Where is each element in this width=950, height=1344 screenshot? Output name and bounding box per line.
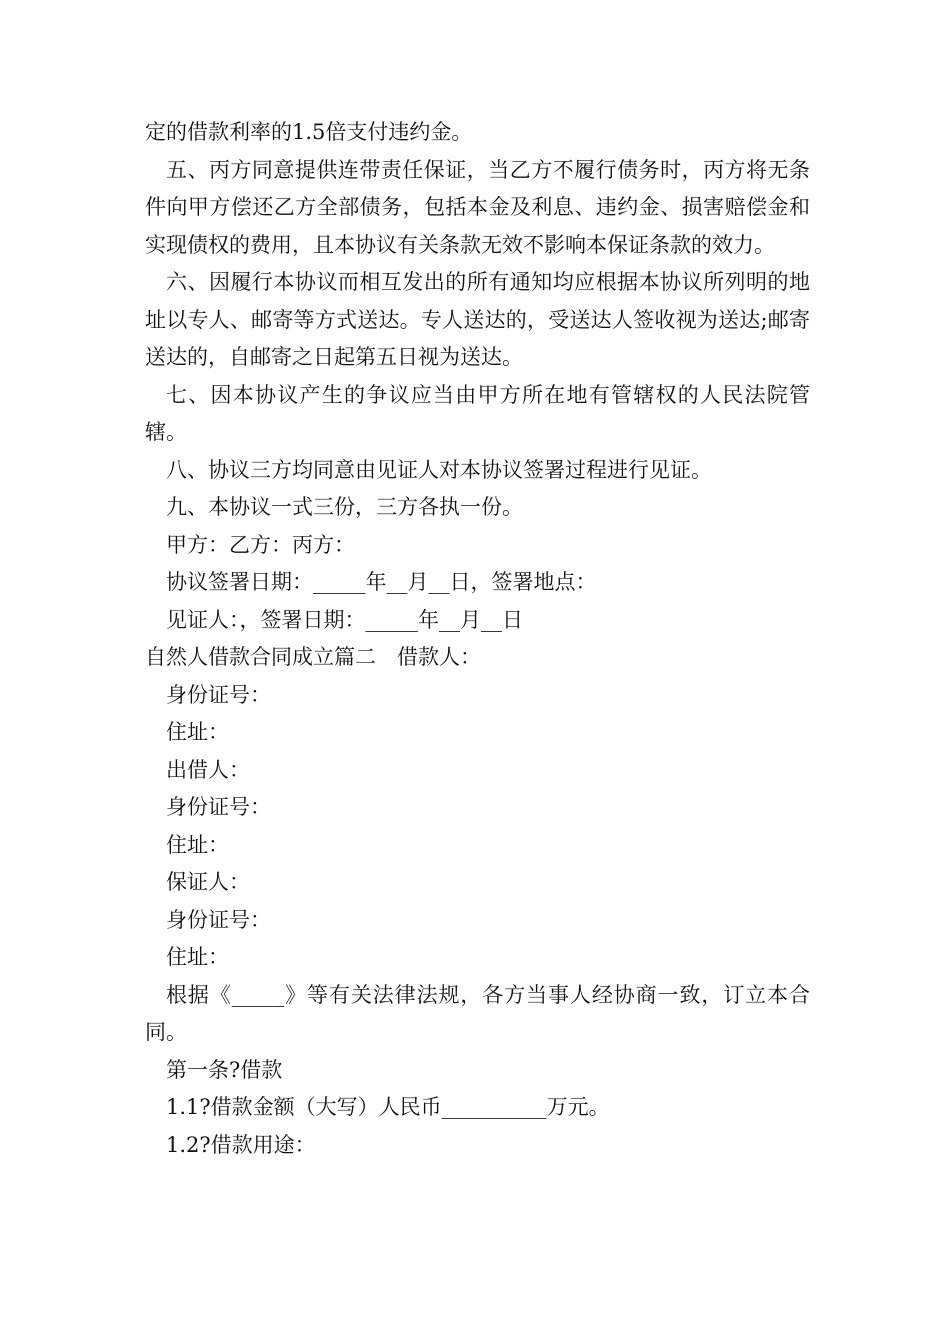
paragraph-clause-5-guarantee: 五、丙方同意提供连带责任保证，当乙方不履行债务时，丙方将无条件向甲方偿还乙方全部债务，包括本金及利息、违约金、损害赔偿金和实现债权的费用，且本协议有关条款无效不影响本保证条款的效力。 [145, 157, 810, 257]
witness-date-line: 见证人：，签署日期：_____年__月__日 [166, 607, 523, 632]
borrower-address-field: 住址： [166, 720, 229, 744]
paragraph-clause-8-witness: 八、协议三方均同意由见证人对本协议签署过程进行见证。 [166, 457, 712, 482]
paragraph-clause-6-notices: 六、因履行本协议而相互发出的所有通知均应根据本协议所列明的地址以专人、邮寄等方式送达。专人送达的，受送达人签收视为送达;邮寄送达的，自邮寄之日起第五日视为送达。 [145, 270, 810, 369]
document-body [145, 114, 810, 1164]
paragraph-clause-7-jurisdiction: 七、因本协议产生的争议应当由甲方所在地有管辖权的人民法院管辖。 [145, 382, 810, 444]
signing-date-place-line: 协议签署日期：_____年__月__日，签署地点： [166, 570, 597, 594]
guarantor-id-field: 身份证号： [166, 907, 271, 932]
article-1-1-amount: 1.1?借款金额（大写）人民币__________万元。 [166, 1095, 610, 1119]
article-1-2-purpose: 1.2?借款用途： [166, 1132, 316, 1157]
section-heading-part-two: 自然人借款合同成立篇二 借款人： [145, 645, 481, 669]
borrower-id-field: 身份证号： [166, 682, 271, 707]
guarantor-address-field: 住址： [166, 945, 229, 969]
lender-id-field: 身份证号： [166, 795, 271, 819]
guarantor-field: 保证人： [166, 870, 250, 894]
paragraph-penalty-continuation: 定的借款利率的1.5倍支付违约金。 [145, 120, 473, 144]
paragraph-clause-9-copies: 九、本协议一式三份，三方各执一份。 [166, 495, 523, 519]
lender-address-field: 住址： [166, 832, 229, 857]
signature-parties-line: 甲方：乙方：丙方： [166, 532, 355, 557]
paragraph-legal-basis: 根据《_____》等有关法律法规，各方当事人经协商一致，订立本合同。 [145, 982, 810, 1044]
article-1-heading: 第一条?借款 [166, 1057, 283, 1082]
lender-field: 出借人： [166, 757, 250, 782]
